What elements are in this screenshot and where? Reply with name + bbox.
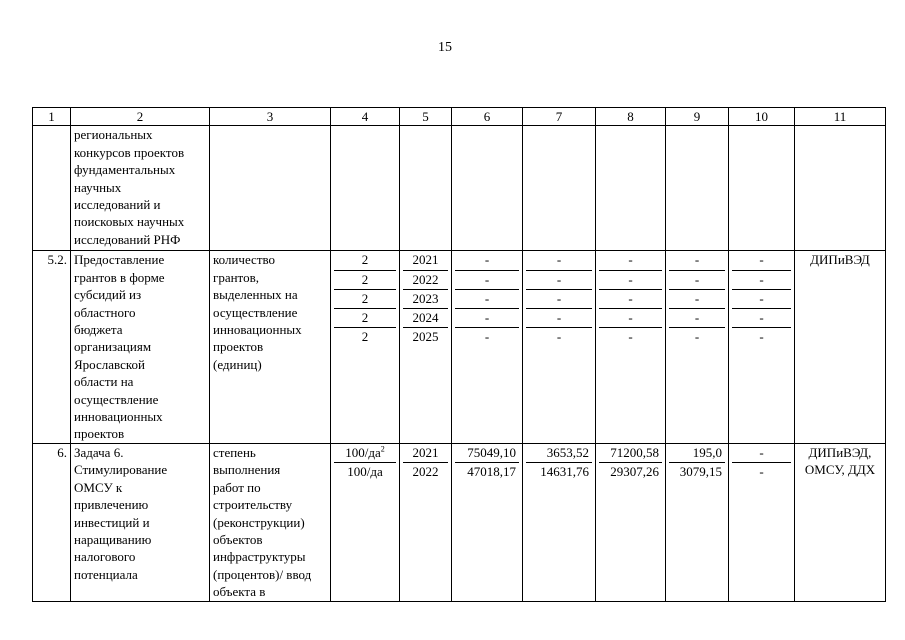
funding-col-8: 71200,58 29307,26 [596, 443, 666, 601]
item-row-6 [33, 443, 886, 601]
column-number: 9 [666, 108, 729, 126]
item-number: 6. [33, 443, 71, 601]
funding-col-10: - - [729, 443, 795, 601]
target-values: $100/да^2$ 100/да [331, 443, 400, 601]
years: 2021 2022 [400, 443, 452, 601]
page-number: 15 [438, 40, 452, 55]
column-number: 3 [210, 108, 331, 126]
column-number: 11 [795, 108, 886, 126]
funding-col-9: 195,0 3079,15 [666, 443, 729, 601]
years: 2021 2022 2023 2024 2025 [400, 251, 452, 443]
indicator-description: степень выполнения работ по строительству (реконструкции) объектов инфраструктуры (процентов)/ ввод объекта в [210, 443, 331, 601]
funding-total: 75049,10 47018,17 [452, 443, 523, 601]
column-number: 7 [523, 108, 596, 126]
column-number-row [33, 108, 886, 126]
executor: ДИПиВЭД [795, 251, 886, 443]
column-number: 4 [331, 108, 400, 126]
funding-col-7: - - - - - [523, 251, 596, 443]
program-table [32, 107, 886, 602]
column-number: 10 [729, 108, 795, 126]
target-values: 2 2 2 2 2 [331, 251, 400, 443]
continued-item-name: региональных конкурсов проектов фундаментальных научных исследований и поисковых научных исследований РНФ [71, 126, 210, 251]
item-name: Предоставление грантов в форме субсидий из областного бюджета организациям Ярославской области на осуществление инновационных проектов [71, 251, 210, 443]
funding-col-10: - - - - - [729, 251, 795, 443]
continuation-row [33, 126, 886, 251]
funding-total: - - - - - [452, 251, 523, 443]
column-number: 1 [33, 108, 71, 126]
funding-col-8: - - - - - [596, 251, 666, 443]
item-name: Задача 6. Стимулирование ОМСУ к привлечению инвестиций и наращиванию налогового потенциала [71, 443, 210, 601]
funding-col-7: 3653,52 14631,76 [523, 443, 596, 601]
column-number: 5 [400, 108, 452, 126]
executor: ДИПиВЭД, ОМСУ, ДДХ [795, 443, 886, 601]
column-number: 8 [596, 108, 666, 126]
column-number: 2 [71, 108, 210, 126]
item-number: 5.2. [33, 251, 71, 443]
item-row-5-2 [33, 251, 886, 443]
column-number: 6 [452, 108, 523, 126]
funding-col-9: - - - - - [666, 251, 729, 443]
indicator-description: количество грантов, выделенных на осуществление инновационных проектов (единиц) [210, 251, 331, 443]
